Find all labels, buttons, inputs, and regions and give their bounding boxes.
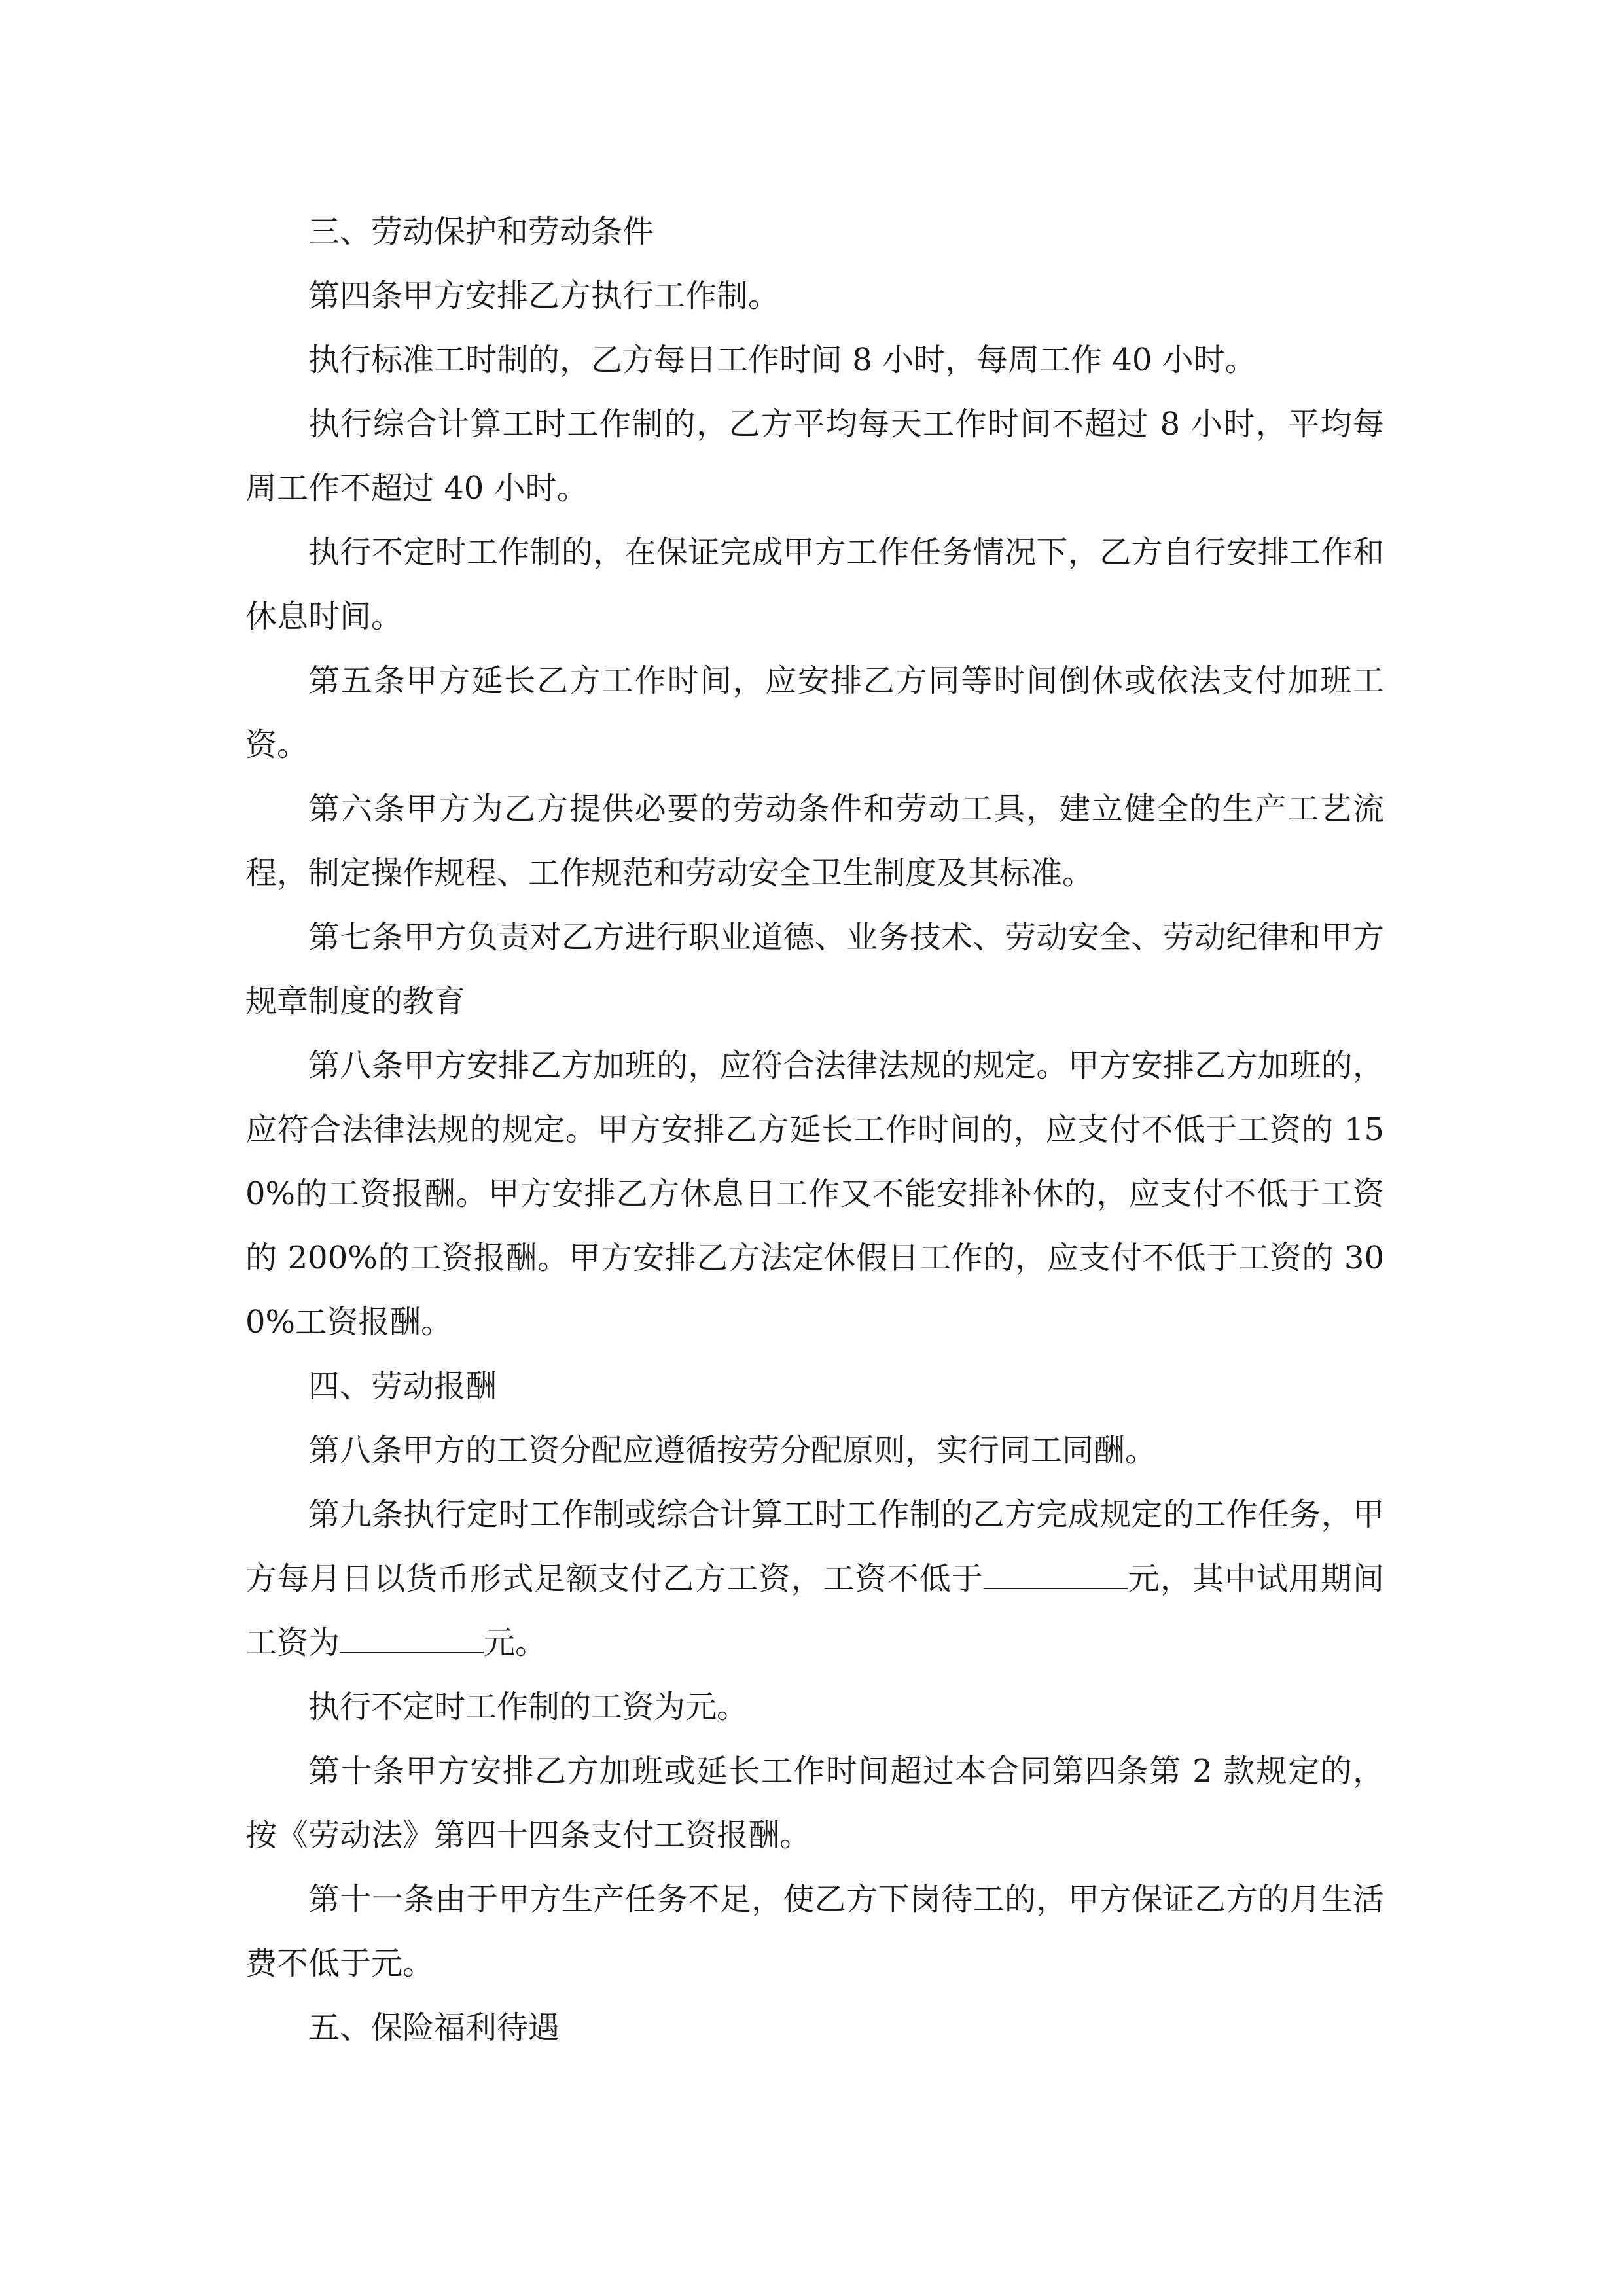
article-8-wage-distribution: 第八条甲方的工资分配应遵循按劳分配原则，实行同工同酬。 [308, 1432, 1157, 1469]
article-9-text-part1: 第九条执行定时工作制或综合计算工时工作制的乙方完成规定的工作任务，甲方每月日以货币形式足额支付乙方工资，工资不低于 [245, 1496, 1384, 1597]
comprehensive-hours-clause: 执行综合计算工时工作制的，乙方平均每天工作时间不超过 8 小时，平均每周工作不超过 40 小时。 [245, 406, 1384, 507]
article-9-text-part3: 元。 [484, 1624, 547, 1661]
article-4: 第四条甲方安排乙方执行工作制。 [308, 278, 780, 314]
section-heading-insurance-welfare: 五、保险福利待遇 [308, 2009, 560, 2046]
document-body [245, 200, 1384, 2060]
wage-amount-blank [984, 1556, 1128, 1589]
section-heading-remuneration: 四、劳动报酬 [308, 1368, 497, 1405]
article-6: 第六条甲方为乙方提供必要的劳动条件和劳动工具，建立健全的生产工艺流程，制定操作规程、工作规范和劳动安全卫生制度及其标准。 [245, 791, 1384, 891]
article-10: 第十条甲方安排乙方加班或延长工作时间超过本合同第四条第 2 款规定的，按《劳动法》第四十四条支付工资报酬。 [245, 1753, 1384, 1854]
article-9-text-part2: 元，其中试用期间工资为 [245, 1560, 1384, 1661]
article-8-overtime: 第八条甲方安排乙方加班的，应符合法律法规的规定。甲方安排乙方加班的，应符合法律法规的规定。甲方安排乙方延长工作时间的，应支付不低于工资的 150%的工资报酬。甲方安排乙方休息日工作又不能安排补休的，应支付不低于工资的 200%的工资报酬。甲方安排乙方法定休假日工作的，应支付不低于工资的 300%工资报酬。 [245, 1047, 1384, 1340]
flexible-wage-clause: 执行不定时工作制的工资为元。 [308, 1689, 749, 1725]
article-11: 第十一条由于甲方生产任务不足，使乙方下岗待工的，甲方保证乙方的月生活费不低于元。 [245, 1881, 1384, 1982]
flexible-hours-clause: 执行不定时工作制的，在保证完成甲方工作任务情况下，乙方自行安排工作和休息时间。 [245, 534, 1384, 635]
article-9 [245, 1482, 1384, 1675]
probation-wage-blank [340, 1621, 484, 1653]
article-5: 第五条甲方延长乙方工作时间，应安排乙方同等时间倒休或依法支付加班工资。 [245, 662, 1384, 763]
standard-hours-clause: 执行标准工时制的，乙方每日工作时间 8 小时，每周工作 40 小时。 [308, 342, 1257, 378]
section-heading-labor-protection: 三、劳动保护和劳动条件 [308, 213, 654, 250]
article-7: 第七条甲方负责对乙方进行职业道德、业务技术、劳动安全、劳动纪律和甲方规章制度的教育 [245, 919, 1384, 1020]
